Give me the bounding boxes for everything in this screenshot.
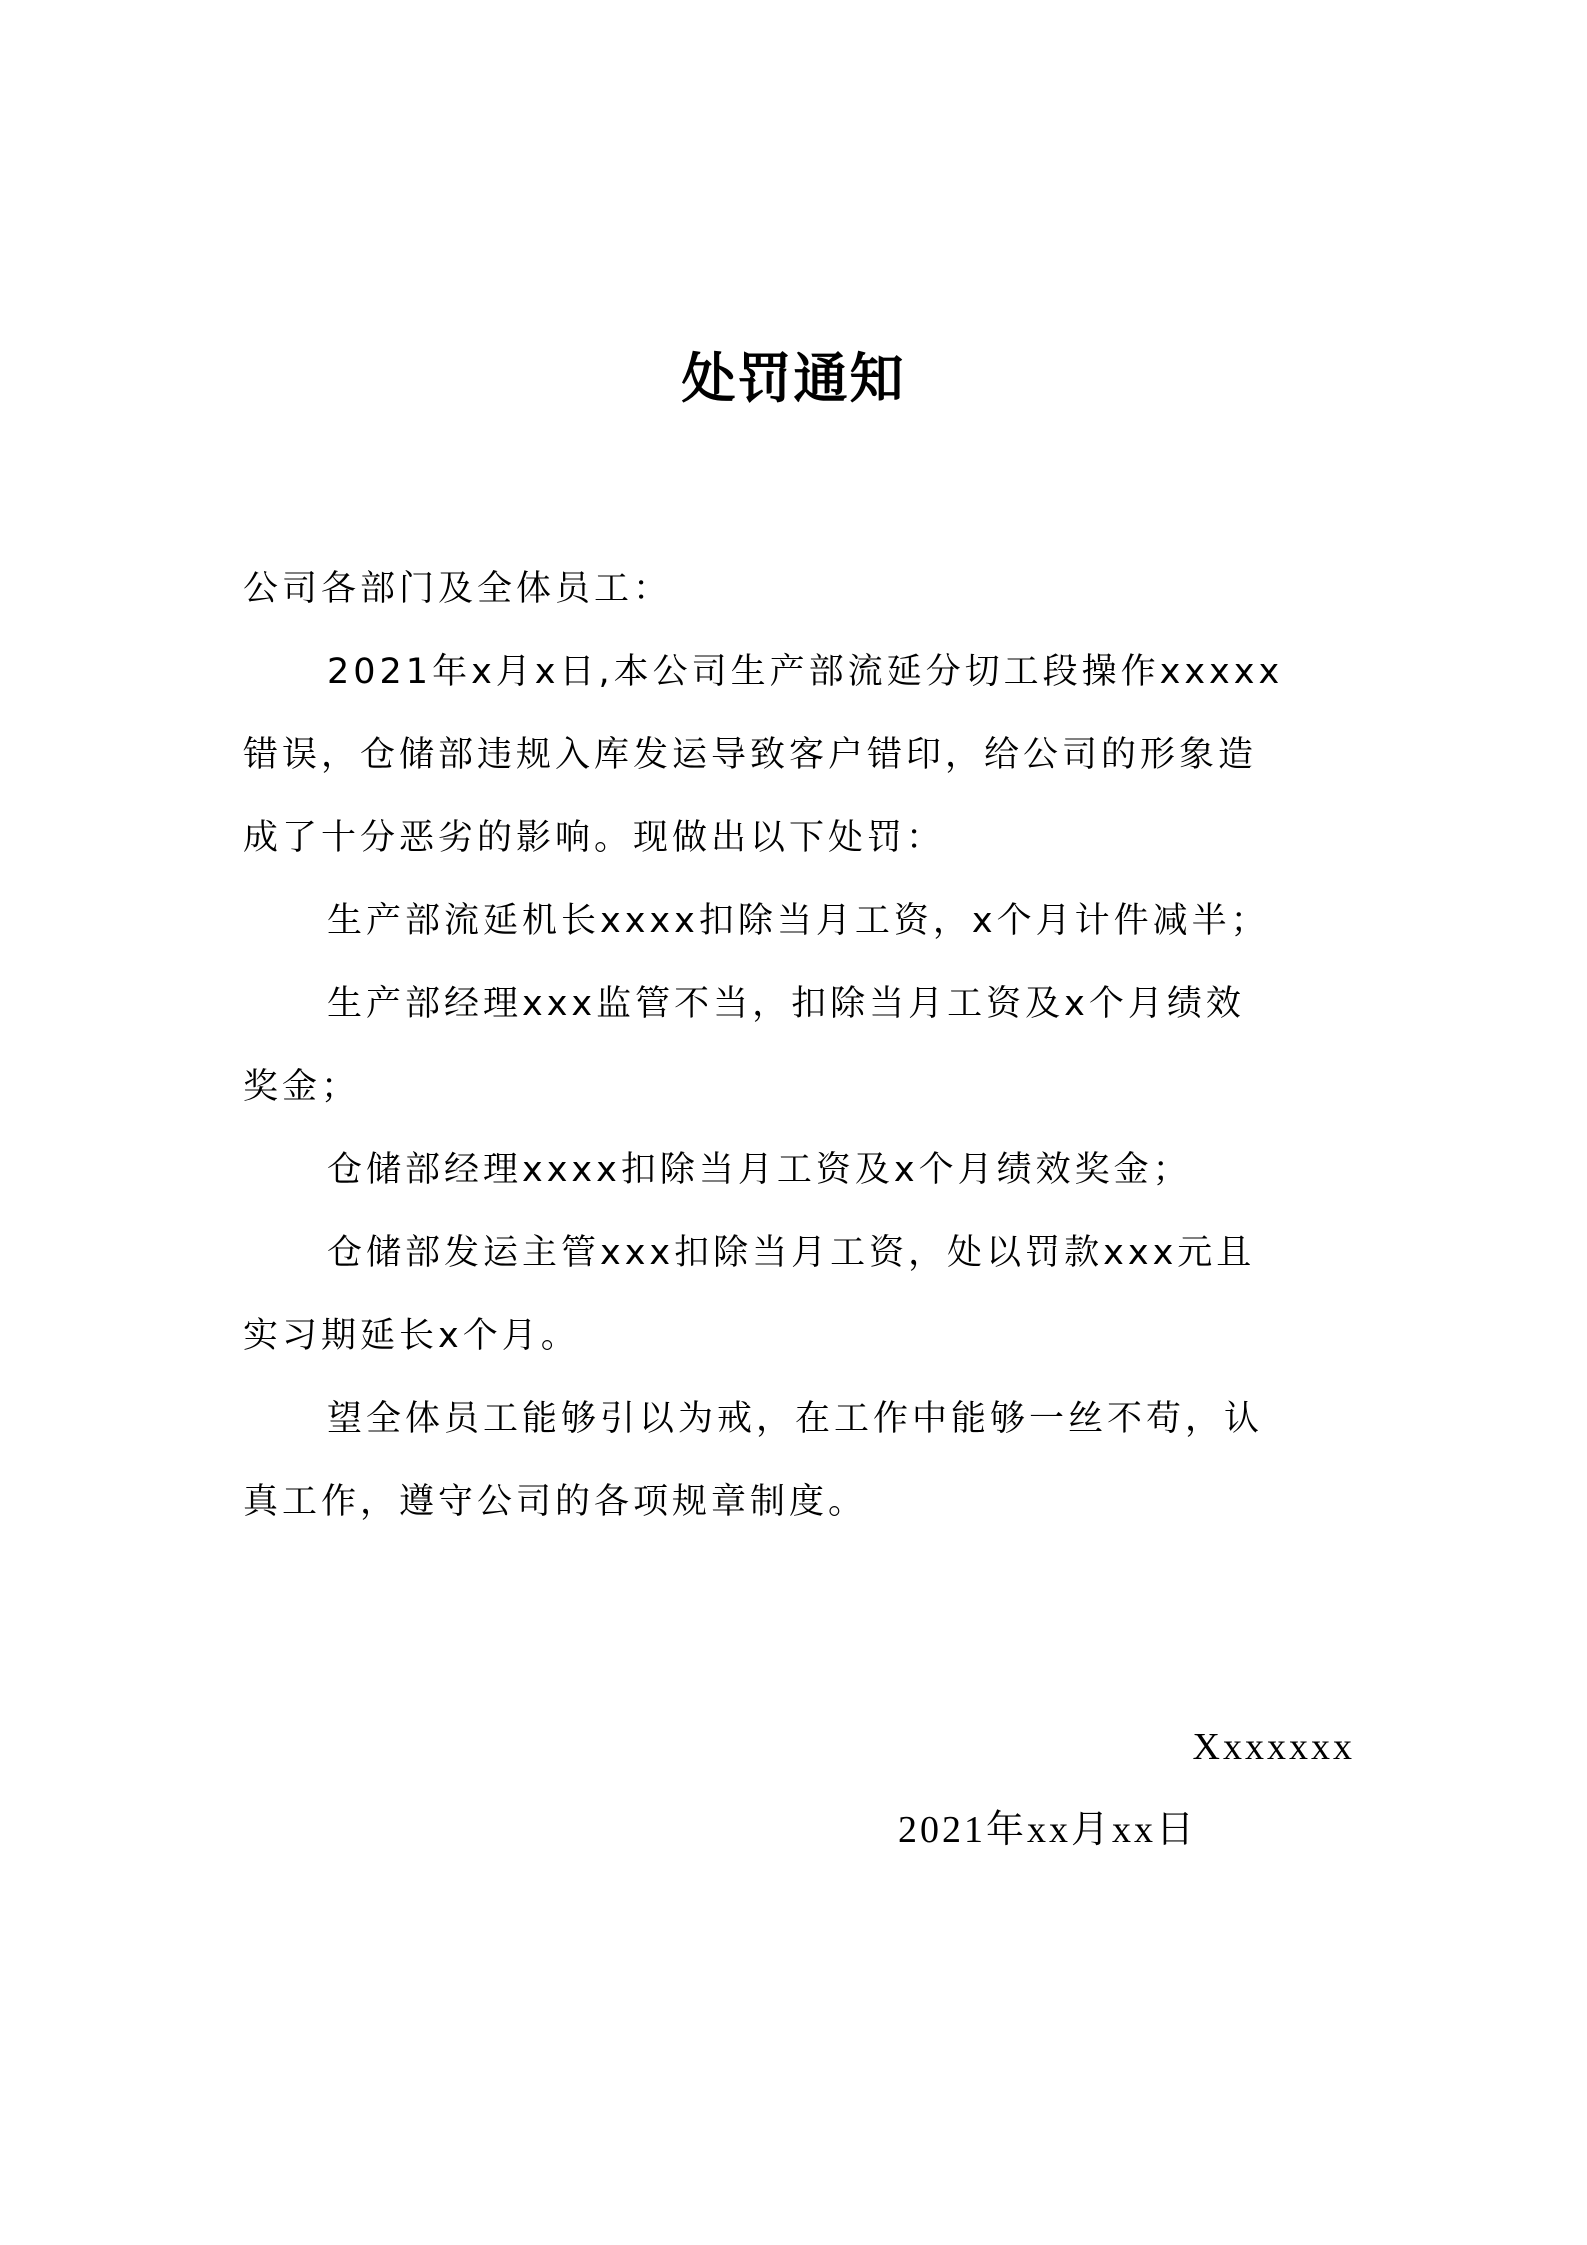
penalty-item-2-line-1: 生产部经理xxx监管不当，扣除当月工资及x个月绩效 [327,984,1245,1024]
closing-line-2: 真工作，遵守公司的各项规章制度。 [243,1482,868,1522]
penalty-item-2-line-2: 奖金； [243,1067,361,1107]
issue-date: 2021年xx月xx日 [898,1809,1198,1851]
penalty-item-4-line-2: 实习期延长x个月。 [243,1316,580,1356]
paragraph-incident-line-1: 2021年x月x日,本公司生产部流延分切工段操作xxxxx [327,652,1284,692]
signature: Xxxxxxx [1192,1726,1355,1768]
paragraph-incident-line-2: 错误，仓储部违规入库发运导致客户错印，给公司的形象造 [243,735,1258,775]
closing-line-1: 望全体员工能够引以为戒，在工作中能够一丝不苟，认 [327,1399,1264,1439]
document-title: 处罚通知 [681,346,906,410]
penalty-item-3: 仓储部经理xxxx扣除当月工资及x个月绩效奖金； [327,1150,1192,1190]
penalty-item-1: 生产部流延机长xxxx扣除当月工资，x个月计件减半； [327,901,1270,941]
document-body [243,548,1355,1544]
paragraph-incident-line-3: 成了十分恶劣的影响。现做出以下处罚： [243,818,946,858]
salutation: 公司各部门及全体员工： [243,569,673,609]
penalty-item-4-line-1: 仓储部发运主管xxx扣除当月工资，处以罚款xxx元且 [327,1233,1256,1273]
